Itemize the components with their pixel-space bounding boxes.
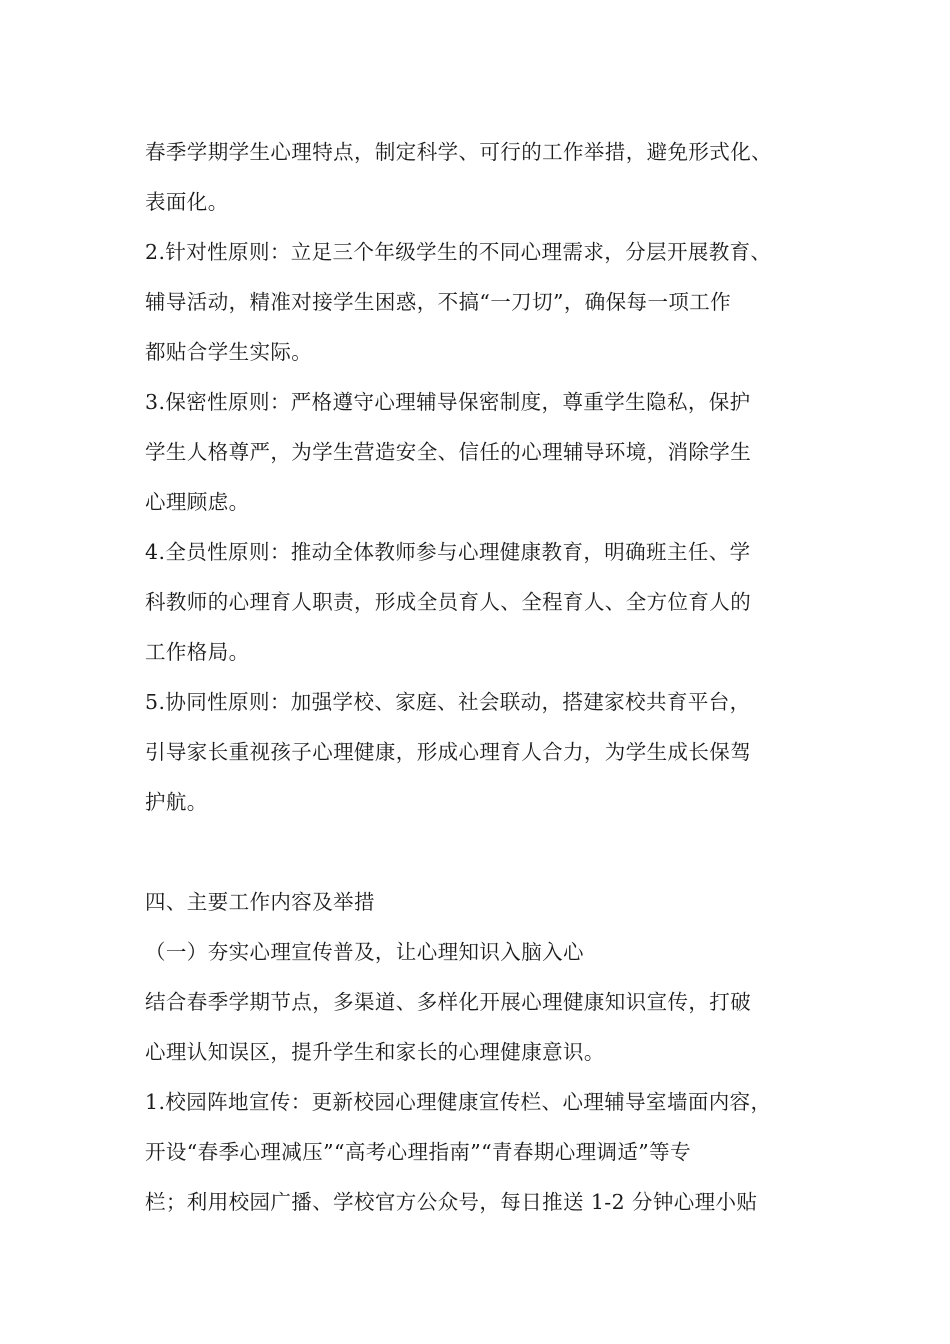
paragraph-line: 心理顾虑。 — [145, 490, 250, 514]
paragraph-line: 结合春季学期节点，多渠道、多样化开展心理健康知识宣传，打破 — [145, 990, 752, 1014]
document-body — [145, 127, 835, 1227]
paragraph-line: 学生人格尊严，为学生营造安全、信任的心理辅导环境，消除学生 — [145, 440, 752, 464]
principle-2-line: 2.针对性原则：立足三个年级学生的不同心理需求，分层开展教育、 — [145, 240, 772, 264]
paragraph-line: 工作格局。 — [145, 640, 250, 664]
principle-3-line: 3.保密性原则：严格遵守心理辅导保密制度，尊重学生隐私，保护 — [145, 390, 751, 414]
paragraph-line: 栏；利用校园广播、学校官方公众号，每日推送 1-2 分钟心理小贴 — [145, 1190, 758, 1214]
section-heading: 四、主要工作内容及举措 — [145, 890, 375, 914]
paragraph-line: 引导家长重视孩子心理健康，形成心理育人合力，为学生成长保驾 — [145, 740, 752, 764]
subsection-heading: （一）夯实心理宣传普及，让心理知识入脑入心 — [145, 940, 584, 964]
paragraph-line: 护航。 — [145, 790, 208, 814]
paragraph-line: 春季学期学生心理特点，制定科学、可行的工作举措，避免形式化、 — [145, 140, 772, 164]
principle-4-line: 4.全员性原则：推动全体教师参与心理健康教育，明确班主任、学 — [145, 540, 751, 564]
principle-5-line: 5.协同性原则：加强学校、家庭、社会联动，搭建家校共育平台， — [145, 690, 751, 714]
paragraph-line: 科教师的心理育人职责，形成全员育人、全程育人、全方位育人的 — [145, 590, 752, 614]
paragraph-line: 开设“春季心理减压”“高考心理指南”“青春期心理调适”等专 — [145, 1140, 691, 1164]
paragraph-line: 辅导活动，精准对接学生困惑，不搞“一刀切”，确保每一项工作 — [145, 290, 732, 314]
paragraph-line: 心理认知误区，提升学生和家长的心理健康意识。 — [145, 1040, 605, 1064]
item-1-line: 1.校园阵地宣传：更新校园心理健康宣传栏、心理辅导室墙面内容， — [145, 1090, 772, 1114]
blank-line — [145, 827, 835, 877]
paragraph-line: 表面化。 — [145, 190, 229, 214]
paragraph-line: 都贴合学生实际。 — [145, 340, 313, 364]
